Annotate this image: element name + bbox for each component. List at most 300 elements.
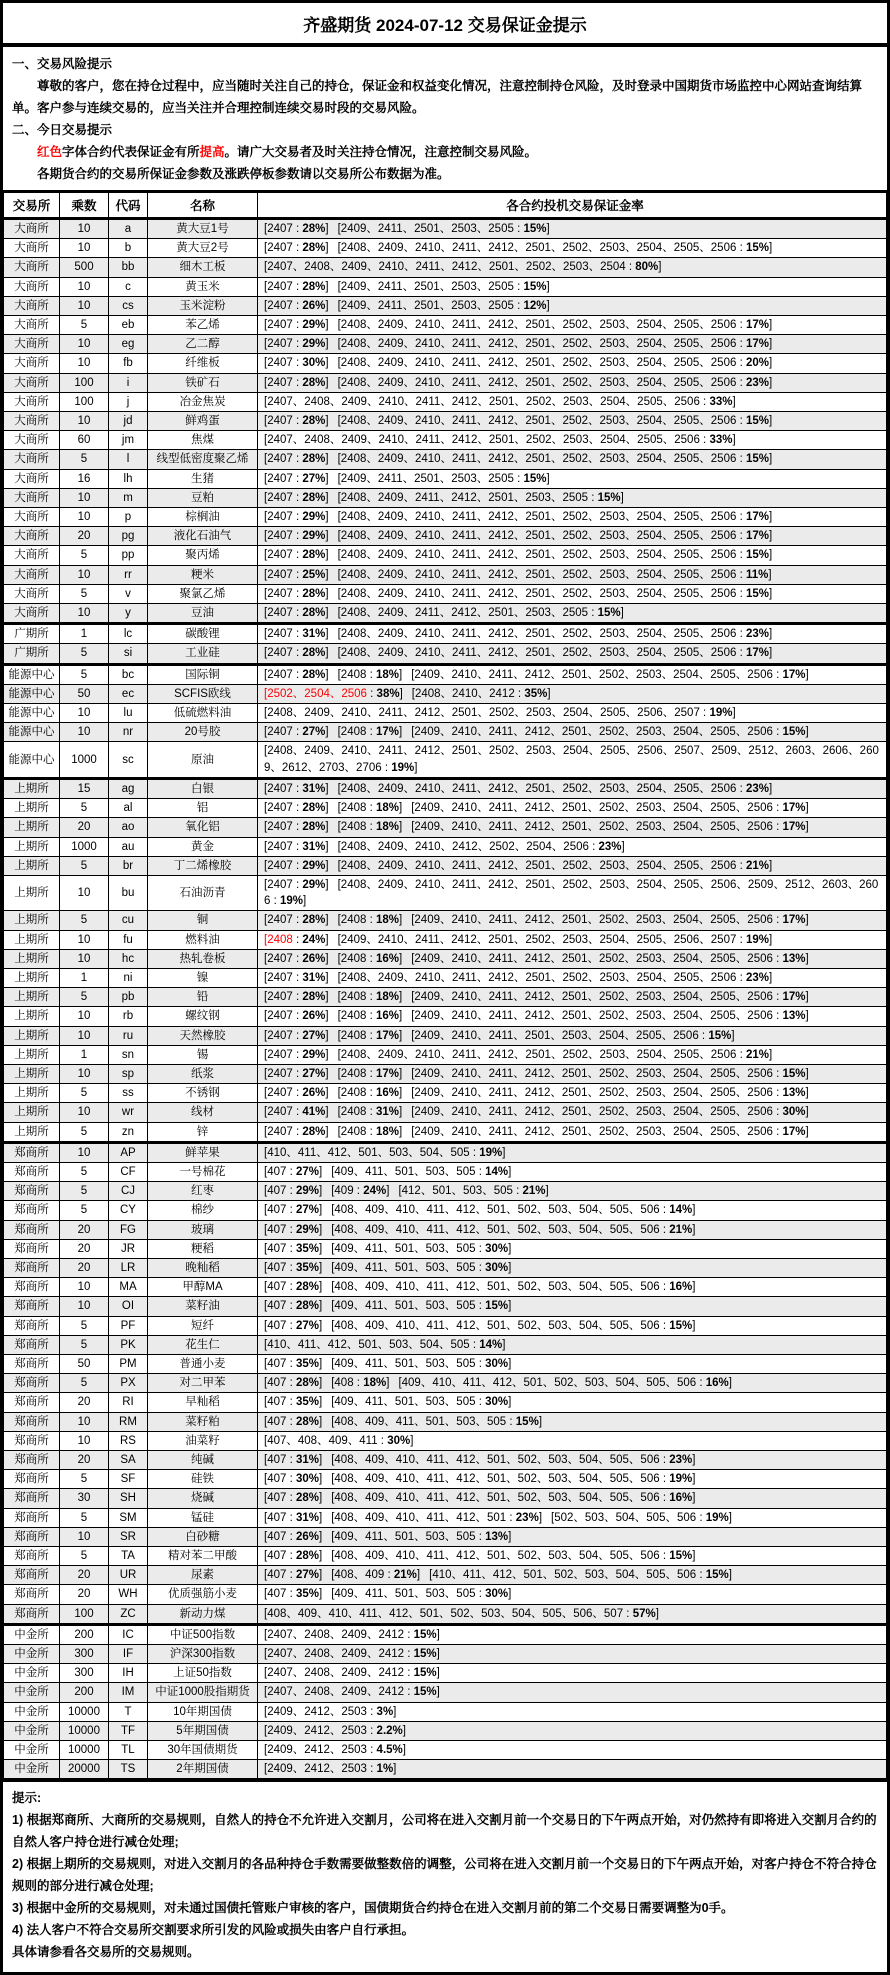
multiplier-cell: 5 <box>60 1162 109 1181</box>
name-cell: 30年国债期货 <box>148 1741 258 1760</box>
name-cell: 锰硅 <box>148 1508 258 1527</box>
margin-group: [2407、2408、2409、2412 : 15%] <box>264 1628 440 1641</box>
margin-group: [407 : 26%] <box>264 1530 323 1543</box>
margin-rates-cell <box>258 392 887 411</box>
margin-rates-cell <box>258 1431 887 1450</box>
margin-rates-cell <box>258 988 887 1007</box>
name-cell: 纤维板 <box>148 354 258 373</box>
margin-group: [2408 : 17%] <box>337 1029 403 1042</box>
margin-group: [2502、2504、2506 : 38%] <box>264 687 403 700</box>
multiplier-cell: 50 <box>60 1354 109 1373</box>
multiplier-cell: 5 <box>60 1182 109 1201</box>
margin-group: [408、409、410、411、412、501、502、503、504、505、506 : 14%] <box>331 1204 696 1217</box>
exchange-cell: 能源中心 <box>4 684 60 703</box>
name-cell: 铅 <box>148 988 258 1007</box>
margin-group: [407 : 28%] <box>264 1492 323 1505</box>
margin-group: [2409、2411、2501、2503、2505 : 15%] <box>337 280 550 293</box>
multiplier-cell: 20 <box>60 1566 109 1585</box>
exchange-cell: 上期所 <box>4 1084 60 1103</box>
table-row <box>4 742 887 778</box>
table-row <box>4 1103 887 1122</box>
name-cell: 热轧卷板 <box>148 949 258 968</box>
exchange-cell: 大商所 <box>4 335 60 354</box>
margin-group: [407 : 35%] <box>264 1588 323 1601</box>
table-row <box>4 335 887 354</box>
exchange-cell: 能源中心 <box>4 723 60 742</box>
notice-tail-text: 。请广大交易者及时关注持仓情况，注意控制交易风险。 <box>224 145 538 159</box>
margin-rates-cell <box>258 1335 887 1354</box>
exchange-cell: 大商所 <box>4 469 60 488</box>
margin-group: [407 : 27%] <box>264 1319 323 1332</box>
table-row <box>4 584 887 603</box>
margin-rates-cell <box>258 1316 887 1335</box>
margin-group: [2409、2410、2411、2412、2501、2502、2503、2504、2505、2506 : 17%] <box>411 821 809 834</box>
exchange-cell: 上期所 <box>4 1064 60 1083</box>
margin-group: [2407 : 27%] <box>264 1029 329 1042</box>
margin-group: [410、411、412、501、502、503、504、505、506 : 15%] <box>429 1569 732 1582</box>
table-row <box>4 704 887 723</box>
margin-group: [409、411、501、503、505 : 30%] <box>331 1396 512 1409</box>
name-cell: 苯乙烯 <box>148 316 258 335</box>
multiplier-cell: 5 <box>60 546 109 565</box>
margin-group: [2409、2412、2503 : 1%] <box>264 1763 397 1776</box>
margin-group: [2408 : 16%] <box>337 952 403 965</box>
margin-group: [2407 : 27%] <box>264 1067 329 1080</box>
exchange-cell: 广期所 <box>4 644 60 664</box>
table-row <box>4 1220 887 1239</box>
margin-group: [409、410、411、412、501、502、503、504、505、506 : 16%] <box>398 1377 732 1390</box>
code-cell: al <box>109 799 148 818</box>
margin-group: [2407 : 28%] <box>264 242 329 255</box>
red-word-hongse: 红色 <box>37 145 63 159</box>
margin-table-header <box>4 192 887 219</box>
table-row <box>4 1182 887 1201</box>
name-cell: 甲醇MA <box>148 1278 258 1297</box>
code-cell: rr <box>109 565 148 584</box>
margin-rates-cell <box>258 546 887 565</box>
margin-group: [2407 : 29%] <box>264 859 329 872</box>
multiplier-cell: 10 <box>60 930 109 949</box>
margin-group: [2408 : 17%] <box>337 1067 403 1080</box>
code-cell: AP <box>109 1142 148 1162</box>
code-cell: y <box>109 604 148 624</box>
margin-group: [2407、2408、2409、2410、2411、2412、2501、2502、2503、2504、2505、2506 : 33%] <box>264 395 736 408</box>
margin-group: [407 : 28%] <box>264 1550 323 1563</box>
name-cell: 铁矿石 <box>148 373 258 392</box>
margin-group: [408、409、410、411、412、501、502、503、504、505、506 : 19%] <box>331 1473 696 1486</box>
code-cell: lh <box>109 469 148 488</box>
exchange-cell: 大商所 <box>4 373 60 392</box>
table-row <box>4 1721 887 1740</box>
table-row <box>4 565 887 584</box>
margin-rates-cell <box>258 1412 887 1431</box>
exchange-cell: 大商所 <box>4 546 60 565</box>
multiplier-cell: 20 <box>60 527 109 546</box>
multiplier-cell: 60 <box>60 431 109 450</box>
margin-group: [2409、2410、2411、2412、2501、2502、2503、2504、2505、2506 : 15%] <box>411 1067 809 1080</box>
multiplier-cell: 10 <box>60 277 109 296</box>
multiplier-cell: 10 <box>60 723 109 742</box>
code-cell: FG <box>109 1220 148 1239</box>
multiplier-cell: 20 <box>60 818 109 837</box>
name-cell: 棉纱 <box>148 1201 258 1220</box>
code-cell: SR <box>109 1527 148 1546</box>
code-cell: eb <box>109 316 148 335</box>
margin-rates-cell <box>258 508 887 527</box>
table-row <box>4 1547 887 1566</box>
exchange-cell: 郑商所 <box>4 1258 60 1277</box>
name-cell: 线型低密度聚乙烯 <box>148 450 258 469</box>
margin-group: [2409、2412、2503 : 4.5%] <box>264 1744 406 1757</box>
margin-group: [2407 : 28%] <box>264 549 329 562</box>
margin-group: [2407 : 31%] <box>264 628 329 641</box>
name-cell: 铜 <box>148 911 258 930</box>
exchange-cell: 郑商所 <box>4 1335 60 1354</box>
exchange-cell: 大商所 <box>4 584 60 603</box>
name-cell: 低硫燃料油 <box>148 704 258 723</box>
margin-group: [2409、2410、2411、2501、2503、2504、2505、2506 : 15%] <box>411 1029 735 1042</box>
margin-rates-cell <box>258 258 887 277</box>
margin-rates-cell <box>258 565 887 584</box>
margin-group: [2407 : 28%] <box>264 280 329 293</box>
multiplier-cell: 10 <box>60 239 109 258</box>
margin-rates-cell <box>258 1489 887 1508</box>
exchange-cell: 郑商所 <box>4 1142 60 1162</box>
margin-group: [2407、2408、2409、2412 : 15%] <box>264 1686 440 1699</box>
name-cell: 优质强筋小麦 <box>148 1585 258 1604</box>
multiplier-cell: 20 <box>60 1258 109 1277</box>
margin-rates-cell <box>258 1122 887 1142</box>
table-row <box>4 1142 887 1162</box>
code-cell: jd <box>109 412 148 431</box>
exchange-cell: 郑商所 <box>4 1508 60 1527</box>
multiplier-cell: 1000 <box>60 742 109 778</box>
margin-group: [2407 : 29%] <box>264 1048 329 1061</box>
code-cell: LR <box>109 1258 148 1277</box>
table-row <box>4 431 887 450</box>
margin-rates-cell <box>258 723 887 742</box>
margin-group: [2408、2409、2410、2412、2502、2504、2506 : 23%] <box>337 840 625 853</box>
table-row <box>4 1335 887 1354</box>
exchange-cell: 郑商所 <box>4 1374 60 1393</box>
margin-rates-cell <box>258 624 887 644</box>
exchange-cell: 上期所 <box>4 799 60 818</box>
multiplier-cell: 1 <box>60 624 109 644</box>
margin-group: [2407 : 29%] <box>264 319 329 332</box>
exchange-cell: 郑商所 <box>4 1547 60 1566</box>
code-cell: a <box>109 219 148 239</box>
margin-rates-cell <box>258 1393 887 1412</box>
exchange-cell: 大商所 <box>4 508 60 527</box>
exchange-cell: 广期所 <box>4 624 60 644</box>
margin-group: [2408、2409、2410、2411、2412、2501、2502、2503、2504、2505、2506 : 17%] <box>337 647 773 660</box>
margin-group: [407 : 28%] <box>264 1415 323 1428</box>
margin-group: [2407、2408、2409、2410、2411、2412、2501、2502、2503、2504、2505、2506 : 33%] <box>264 434 736 447</box>
exchange-cell: 郑商所 <box>4 1393 60 1412</box>
table-row <box>4 488 887 507</box>
multiplier-cell: 10 <box>60 488 109 507</box>
code-cell: c <box>109 277 148 296</box>
table-row <box>4 296 887 315</box>
margin-group: [2408 : 16%] <box>337 1010 403 1023</box>
margin-rates-cell <box>258 1604 887 1624</box>
exchange-cell: 中金所 <box>4 1721 60 1740</box>
exchange-cell: 郑商所 <box>4 1585 60 1604</box>
margin-group: [2407 : 29%] <box>264 878 329 891</box>
margin-rates-cell <box>258 1451 887 1470</box>
margin-rates-cell <box>258 296 887 315</box>
margin-rates-cell <box>258 856 887 875</box>
multiplier-cell: 5 <box>60 1547 109 1566</box>
margin-rates-cell <box>258 1103 887 1122</box>
margin-group: [2408、2409、2410、2411、2412、2501、2502、2503、2504、2505、2506 : 21%] <box>337 859 773 872</box>
exchange-cell: 上期所 <box>4 1045 60 1064</box>
code-cell: cu <box>109 911 148 930</box>
name-cell: 聚氯乙烯 <box>148 584 258 603</box>
margin-rates-cell <box>258 1182 887 1201</box>
risk-section-heading: 一、交易风险提示 <box>12 57 113 71</box>
exchange-cell: 中金所 <box>4 1664 60 1683</box>
margin-group: [2407 : 31%] <box>264 971 329 984</box>
name-cell: 对二甲苯 <box>148 1374 258 1393</box>
margin-group: [2408 : 17%] <box>337 726 403 739</box>
margin-group: [407 : 29%] <box>264 1185 323 1198</box>
margin-group: [408、409、410、411、412、501、502、503、504、505、506 : 23%] <box>331 1454 696 1466</box>
table-row <box>4 988 887 1007</box>
margin-group: [408、409、410、411、412、501、502、503、504、505、506 : 21%] <box>331 1223 696 1236</box>
exchange-cell: 郑商所 <box>4 1239 60 1258</box>
table-row <box>4 1431 887 1450</box>
margin-group: [2408 : 18%] <box>337 1125 403 1138</box>
code-cell: ec <box>109 684 148 703</box>
exchange-cell: 上期所 <box>4 930 60 949</box>
margin-group: [407 : 27%] <box>264 1204 323 1217</box>
name-cell: 早籼稻 <box>148 1393 258 1412</box>
multiplier-cell: 5 <box>60 1084 109 1103</box>
multiplier-cell: 10 <box>60 1412 109 1431</box>
code-cell: bu <box>109 875 148 910</box>
multiplier-cell: 5 <box>60 1335 109 1354</box>
code-cell: eg <box>109 335 148 354</box>
name-cell: 液化石油气 <box>148 527 258 546</box>
name-cell: SCFIS欧线 <box>148 684 258 703</box>
table-row <box>4 1278 887 1297</box>
code-cell: RI <box>109 1393 148 1412</box>
exchange-cell: 上期所 <box>4 1007 60 1026</box>
margin-rates-cell <box>258 684 887 703</box>
code-cell: nr <box>109 723 148 742</box>
margin-group: [2409、2410、2411、2412、2501、2502、2503、2504、2505、2506 : 15%] <box>411 726 809 739</box>
exchange-cell: 郑商所 <box>4 1354 60 1373</box>
margin-group: [2409、2410、2411、2412、2501、2502、2503、2504、2505、2506、2507 : 19%] <box>337 933 773 946</box>
margin-table <box>3 190 887 1779</box>
code-cell: pg <box>109 527 148 546</box>
exchange-cell: 大商所 <box>4 296 60 315</box>
margin-group: [409、411、501、503、505 : 30%] <box>331 1261 512 1274</box>
margin-rates-cell <box>258 239 887 258</box>
table-row <box>4 778 887 798</box>
name-cell: 棕榈油 <box>148 508 258 527</box>
exchange-cell: 郑商所 <box>4 1489 60 1508</box>
margin-rates-cell <box>258 1239 887 1258</box>
margin-group: [2408 : 18%] <box>337 914 403 927</box>
margin-group: [408、409 : 21%] <box>331 1569 421 1582</box>
red-word-tigao: 提高 <box>199 145 225 159</box>
code-cell: pb <box>109 988 148 1007</box>
code-cell: UR <box>109 1566 148 1585</box>
intro-section <box>3 47 887 188</box>
margin-rates-cell <box>258 837 887 856</box>
multiplier-cell: 10 <box>60 875 109 910</box>
margin-group: [408、409、410、411、412、501、502、503、504、505、506 : 16%] <box>331 1281 696 1294</box>
margin-group: [2409、2412、2503 : 3%] <box>264 1705 397 1718</box>
margin-rates-cell <box>258 469 887 488</box>
exchange-cell: 郑商所 <box>4 1182 60 1201</box>
code-cell: CY <box>109 1201 148 1220</box>
margin-rates-cell <box>258 1374 887 1393</box>
name-cell: 碳酸锂 <box>148 624 258 644</box>
col-header-margin-rates: 各合约投机交易保证金率 <box>258 192 887 219</box>
table-row <box>4 1316 887 1335</box>
table-row <box>4 837 887 856</box>
code-cell: zn <box>109 1122 148 1142</box>
exchange-cell: 上期所 <box>4 875 60 910</box>
code-cell: PK <box>109 1335 148 1354</box>
exchange-cell: 郑商所 <box>4 1297 60 1316</box>
multiplier-cell: 10 <box>60 604 109 624</box>
exchange-cell: 大商所 <box>4 239 60 258</box>
margin-rates-cell <box>258 412 887 431</box>
code-cell: PX <box>109 1374 148 1393</box>
margin-group: [2407、2408、2409、2412 : 15%] <box>264 1648 440 1661</box>
margin-group: [408、409、410、411、412、501 : 23%] <box>331 1511 543 1524</box>
margin-group: [407 : 27%] <box>264 1569 323 1582</box>
margin-group: [2407 : 28%] <box>264 668 329 681</box>
exchange-cell: 上期所 <box>4 1122 60 1142</box>
margin-group: [408、409、410、411、412、501、502、503、504、505、506 : 15%] <box>331 1550 696 1563</box>
multiplier-cell: 10000 <box>60 1721 109 1740</box>
name-cell: 不锈钢 <box>148 1084 258 1103</box>
notice-mid-text: 字体合约代表保证金有所 <box>62 145 200 159</box>
margin-rates-cell <box>258 1547 887 1566</box>
margin-group: [2409、2410、2411、2412、2501、2502、2503、2504、2505、2506 : 30%] <box>411 1106 809 1119</box>
margin-rates-cell <box>258 778 887 798</box>
margin-group: [2408、2409、2410、2411、2412、2501、2502、2503、2504、2505、2506 : 15%] <box>337 453 773 466</box>
code-cell: cs <box>109 296 148 315</box>
margin-group: [2408 : 16%] <box>337 1087 403 1100</box>
multiplier-cell: 50 <box>60 684 109 703</box>
margin-rates-cell <box>258 1201 887 1220</box>
code-cell: SH <box>109 1489 148 1508</box>
margin-group: [407 : 35%] <box>264 1242 323 1255</box>
code-cell: PF <box>109 1316 148 1335</box>
multiplier-cell: 10 <box>60 335 109 354</box>
margin-rates-cell <box>258 1702 887 1721</box>
code-cell: p <box>109 508 148 527</box>
margin-group: [2407 : 28%] <box>264 376 329 389</box>
table-row <box>4 911 887 930</box>
multiplier-cell: 10 <box>60 565 109 584</box>
multiplier-cell: 10 <box>60 1297 109 1316</box>
table-row <box>4 1566 887 1585</box>
margin-group: [2409、2410、2411、2412、2501、2502、2503、2504、2505、2506 : 13%] <box>411 1010 809 1023</box>
name-cell: 焦煤 <box>148 431 258 450</box>
multiplier-cell: 10 <box>60 1431 109 1450</box>
name-cell: 氧化铝 <box>148 818 258 837</box>
table-row <box>4 1664 887 1683</box>
multiplier-cell: 10 <box>60 1103 109 1122</box>
code-cell: fu <box>109 930 148 949</box>
multiplier-cell: 1 <box>60 1045 109 1064</box>
margin-group: [2408、2409、2411、2412、2501、2503、2505 : 15%] <box>337 491 624 504</box>
multiplier-cell: 20 <box>60 1451 109 1470</box>
code-cell: au <box>109 837 148 856</box>
margin-rates-cell <box>258 1045 887 1064</box>
exchange-cell: 郑商所 <box>4 1527 60 1546</box>
margin-group: [2408 : 18%] <box>337 668 403 681</box>
margin-group: [410、411、412、501、503、504、505 : 19%] <box>264 1146 506 1159</box>
table-row <box>4 1064 887 1083</box>
name-cell: 普通小麦 <box>148 1354 258 1373</box>
exchange-cell: 上期所 <box>4 818 60 837</box>
margin-rates-cell <box>258 1258 887 1277</box>
multiplier-cell: 20 <box>60 1220 109 1239</box>
table-row <box>4 1604 887 1624</box>
exchange-cell: 大商所 <box>4 354 60 373</box>
table-row <box>4 219 887 239</box>
code-cell: IF <box>109 1645 148 1664</box>
code-cell: l <box>109 450 148 469</box>
name-cell: 铝 <box>148 799 258 818</box>
multiplier-cell: 10000 <box>60 1741 109 1760</box>
name-cell: 锌 <box>148 1122 258 1142</box>
margin-group: [407 : 27%] <box>264 1165 323 1178</box>
table-row <box>4 469 887 488</box>
multiplier-cell: 10 <box>60 1142 109 1162</box>
margin-rates-cell <box>258 1470 887 1489</box>
margin-group: [2407 : 28%] <box>264 991 329 1004</box>
margin-group: [409、411、501、503、505 : 15%] <box>331 1300 512 1313</box>
exchange-cell: 大商所 <box>4 565 60 584</box>
margin-group: [2408 : 24%] <box>264 933 329 946</box>
table-row <box>4 818 887 837</box>
multiplier-cell: 300 <box>60 1645 109 1664</box>
multiplier-cell: 5 <box>60 450 109 469</box>
name-cell: 10年期国债 <box>148 1702 258 1721</box>
margin-group: [2408 : 18%] <box>337 821 403 834</box>
table-row <box>4 856 887 875</box>
margin-group: [2408、2409、2410、2411、2412、2501、2502、2503、2504、2505、2506 : 21%] <box>337 1048 773 1061</box>
margin-rates-cell <box>258 1220 887 1239</box>
name-cell: 石油沥青 <box>148 875 258 910</box>
exchange-cell: 郑商所 <box>4 1470 60 1489</box>
margin-rates-cell <box>258 1585 887 1604</box>
code-cell: OI <box>109 1297 148 1316</box>
col-header-code: 代码 <box>109 192 148 219</box>
exchange-cell: 郑商所 <box>4 1412 60 1431</box>
multiplier-cell: 10 <box>60 1026 109 1045</box>
multiplier-cell: 5 <box>60 1316 109 1335</box>
multiplier-cell: 10 <box>60 508 109 527</box>
table-row <box>4 1084 887 1103</box>
margin-rates-cell <box>258 1007 887 1026</box>
name-cell: 黄金 <box>148 837 258 856</box>
multiplier-cell: 5 <box>60 988 109 1007</box>
code-cell: IM <box>109 1683 148 1702</box>
table-row <box>4 527 887 546</box>
margin-group: [2407 : 28%] <box>264 647 329 660</box>
margin-group: [2408 : 18%] <box>337 991 403 1004</box>
